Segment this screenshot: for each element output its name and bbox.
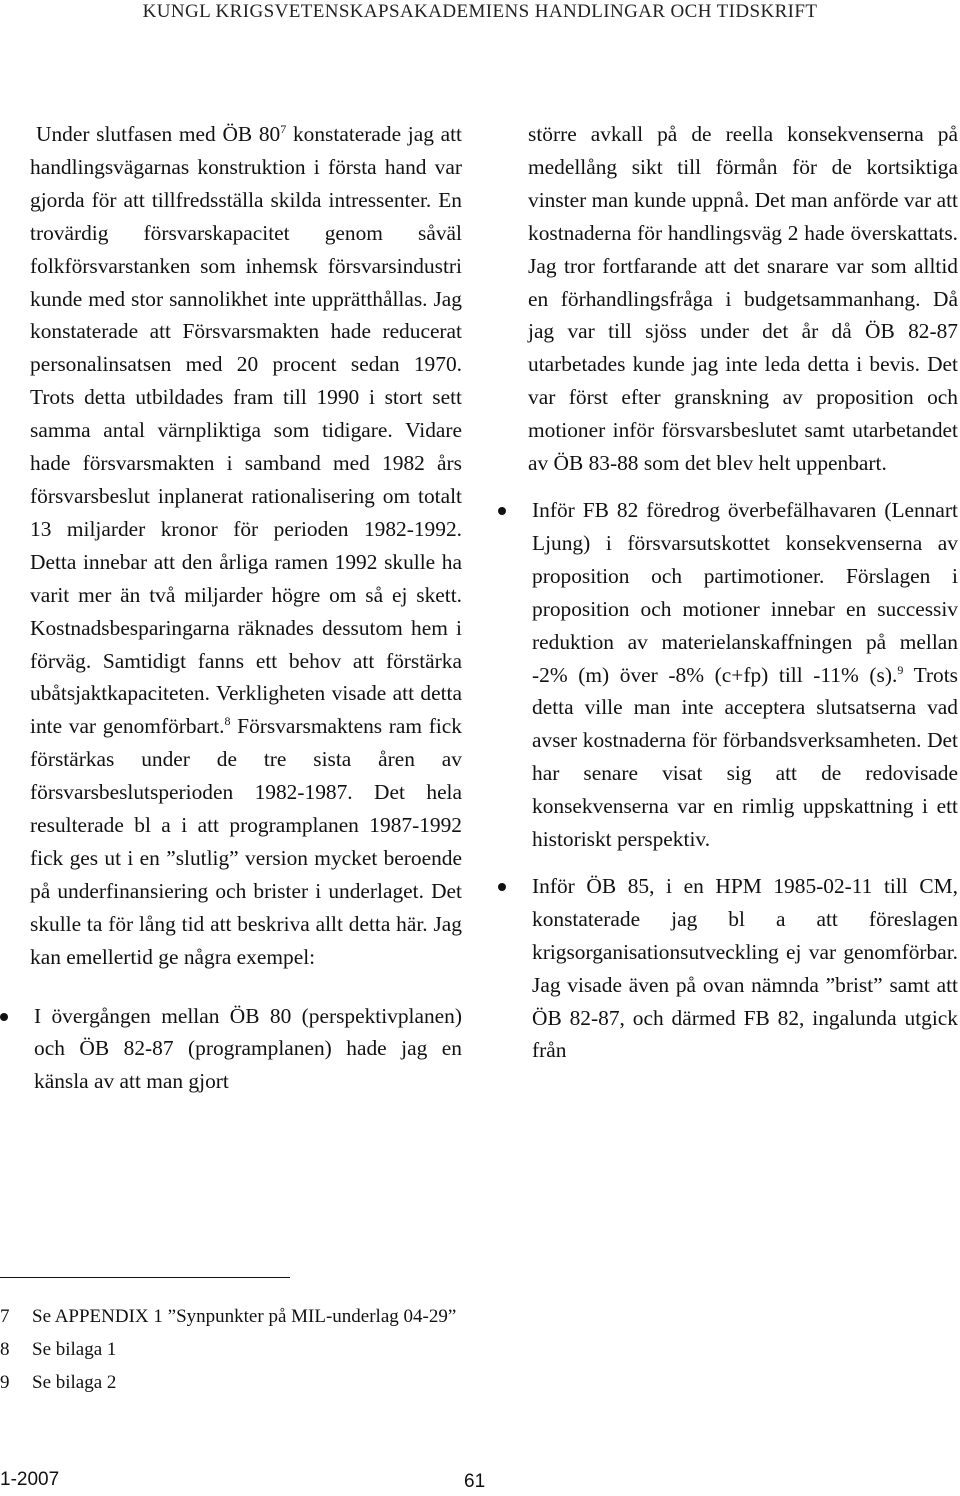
bullet-dot-icon bbox=[498, 507, 506, 515]
footnote-number: 9 bbox=[0, 1372, 10, 1393]
bullet-text: I övergången mellan ÖB 80 (perspektivplanen) och ÖB 82-87 (programplanen) hade jag en känsla av att man gjort bbox=[34, 1003, 462, 1094]
footnotes bbox=[0, 1300, 700, 1399]
footnote-text: Se bilaga 1 bbox=[32, 1339, 117, 1360]
bullet-item bbox=[528, 494, 958, 856]
body-paragraph bbox=[30, 118, 462, 974]
footnote-divider bbox=[0, 1277, 290, 1278]
footnote-7 bbox=[0, 1300, 700, 1333]
footnote-number: 7 bbox=[0, 1306, 10, 1327]
footnote-ref-7[interactable]: 7 bbox=[280, 122, 287, 136]
bullet-dot-icon bbox=[0, 1013, 8, 1021]
bullet-list bbox=[30, 1000, 462, 1099]
running-header: KUNGL KRIGSVETENSKAPSAKADEMIENS HANDLINGAR OCH TIDSKRIFT bbox=[142, 1, 818, 22]
bullet-item bbox=[30, 1000, 462, 1099]
footnote-ref-9[interactable]: 9 bbox=[897, 662, 904, 677]
footnote-9 bbox=[0, 1366, 700, 1399]
issue-label: 1-2007 bbox=[0, 1469, 60, 1490]
bullet-item bbox=[528, 870, 958, 1067]
left-column bbox=[30, 118, 462, 1098]
right-column bbox=[528, 118, 958, 1067]
paragraph-text: Försvarsmaktens ram fick förstärkas under de tre sista åren av försvarsbeslutsperioden 1982-1987. Det hela resulterade bl a i att programplanen 1987-1992 fick ges ut i en ”slutlig” version mycket beroende på underfinansiering och brister i underlaget. Det skulle ta för lång tid att beskriva allt detta här. Jag kan emellertid ge några exempel: bbox=[30, 714, 462, 969]
footnote-text: Se bilaga 2 bbox=[32, 1372, 117, 1393]
footnote-text: Se APPENDIX 1 ”Synpunkter på MIL-underlag 04-29” bbox=[32, 1306, 457, 1327]
bullet-text: Inför FB 82 föredrog överbefälhavaren (Lennart Ljung) i försvarsutskottet konsekvenserna av proposition och partimotioner. Förslagen i proposition och motioner innebar en successiv reduktion av materielanskaffningen på mellan -2% (m) över -8% (c+fp) till -11% (s). bbox=[532, 497, 958, 687]
footnote-8 bbox=[0, 1333, 700, 1366]
bullet-list bbox=[528, 494, 958, 1067]
body-paragraph-continued: större avkall på de reella konsekvenserna på medellång sikt till förmån för de kortsiktiga vinster man kunde uppnå. Det man anförde var att kostnaderna för handlingsväg 2 hade överskattats. Jag tror fortfarande att det snarare var som alltid en förhandlingsfråga i budgetsammanhang. Då jag var till sjöss under det år då ÖB 82-87 utarbetades kunde jag inte leda detta i bevis. Det var först efter granskning av proposition och motioner inför försvarsbeslutet samt utarbetandet av ÖB 83-88 som det blev helt uppenbart. bbox=[528, 122, 958, 476]
bullet-text: Trots detta ville man inte acceptera slutsatserna vad avser kostnaderna för förbandsverksamheten. Det har senare visat sig att de redovisade konsekvenserna var en rimlig uppskattning i ett historiskt perspektiv. bbox=[532, 662, 958, 852]
bullet-dot-icon bbox=[498, 883, 506, 891]
paragraph-text: konstaterade jag att handlingsvägarnas konstruktion i första hand var gjorda för att tillfredsställa skilda intressenter. En trovärdig försvarskapacitet genom såväl folkförsvarstanken som inhemsk försvarsindustri kunde med stor sannolikhet inte upprätthållas. Jag konstaterade att Försvarsmakten hade reducerat personalinsatsen med 20 procent sedan 1970. Trots detta utbildades fram till 1990 i stort sett samma antal värnpliktiga som tidigare. Vidare hade försvarsmakten i samband med 1982 års försvarsbeslut inplanerat rationalisering om totalt 13 miljarder kronor för perioden 1982-1992. Detta innebar att den årliga ramen 1992 skulle ha varit mer än två miljarder högre om så ej skett. Kostnadsbesparingarna räknades dessutom hem i förväg. Samtidigt fanns ett behov att förstärka ubåtsjaktkapaciteten. Verkligheten visade att detta inte var genomförbart. bbox=[30, 122, 462, 739]
paragraph-text: Under slutfasen med ÖB 80 bbox=[36, 122, 281, 146]
footnote-number: 8 bbox=[0, 1339, 10, 1360]
page-number: 61 bbox=[464, 1471, 486, 1492]
footnote-ref-8[interactable]: 8 bbox=[224, 714, 231, 729]
bullet-text: Inför ÖB 85, i en HPM 1985-02-11 till CM, konstaterade jag bl a att föreslagen krigsorganisationsutveckling ej var genomförbar. Jag visade även på ovan nämnda ”brist” samt att ÖB 82-87, och därmed FB 82, ingalunda utgick från bbox=[532, 873, 958, 1063]
